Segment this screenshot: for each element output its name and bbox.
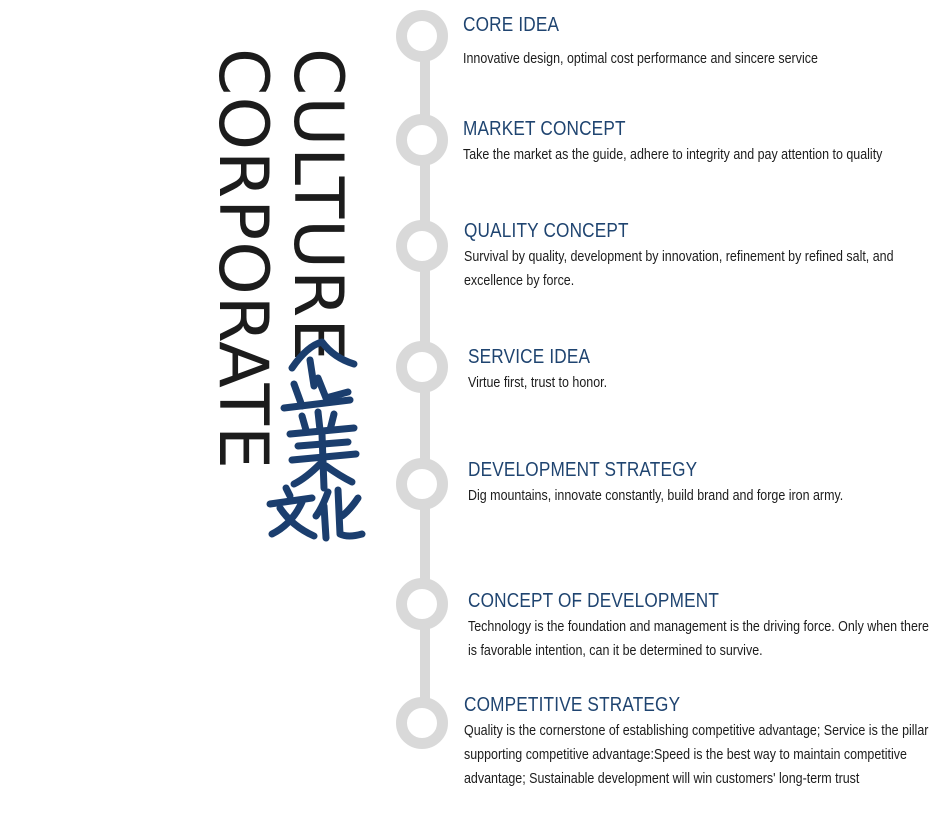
- item-heading: SERVICE IDEA: [468, 346, 591, 368]
- list-item: [468, 346, 948, 395]
- title-word-corporate: CORPORATE: [203, 48, 282, 471]
- title-word-culture: CULTURE: [278, 48, 357, 363]
- item-heading: CORE IDEA: [463, 14, 560, 36]
- item-text: Take the market as the guide, adhere to integrity and pay attention to quality: [463, 147, 883, 163]
- calligraphy-logo: [262, 338, 372, 543]
- item-heading: MARKET CONCEPT: [463, 118, 626, 140]
- item-text: Innovative design, optimal cost performance and sincere service: [463, 51, 818, 67]
- timeline-node: [396, 458, 448, 510]
- list-item: [464, 220, 944, 293]
- list-item: [468, 590, 948, 663]
- list-item: [464, 694, 944, 791]
- item-text: Dig mountains, innovate constantly, build brand and forge iron army.: [468, 488, 844, 504]
- timeline-node: [396, 341, 448, 393]
- item-heading: DEVELOPMENT STRATEGY: [468, 459, 698, 481]
- list-item: [468, 459, 948, 508]
- timeline-node: [396, 578, 448, 630]
- item-text: Technology is the foundation and management is the driving force. Only when there is favorable intention, can it be determined to survive.: [468, 619, 929, 659]
- item-heading: COMPETITIVE STRATEGY: [464, 694, 681, 716]
- timeline-node: [396, 10, 448, 62]
- item-text: Survival by quality, development by innovation, refinement by refined salt, and excellence by force.: [464, 249, 894, 289]
- timeline-node: [396, 697, 448, 749]
- item-text: Quality is the cornerstone of establishing competitive advantage; Service is the pillar supporting competitive advantage:Speed is the best way to maintain competitive advantage; Sustainable development will win customers' long-term trust: [464, 723, 929, 787]
- item-text: Virtue first, trust to honor.: [468, 375, 608, 391]
- timeline-node: [396, 220, 448, 272]
- item-heading: CONCEPT OF DEVELOPMENT: [468, 590, 719, 612]
- list-item: [463, 14, 943, 71]
- item-heading: QUALITY CONCEPT: [464, 220, 629, 242]
- timeline-node: [396, 114, 448, 166]
- list-item: [463, 118, 943, 167]
